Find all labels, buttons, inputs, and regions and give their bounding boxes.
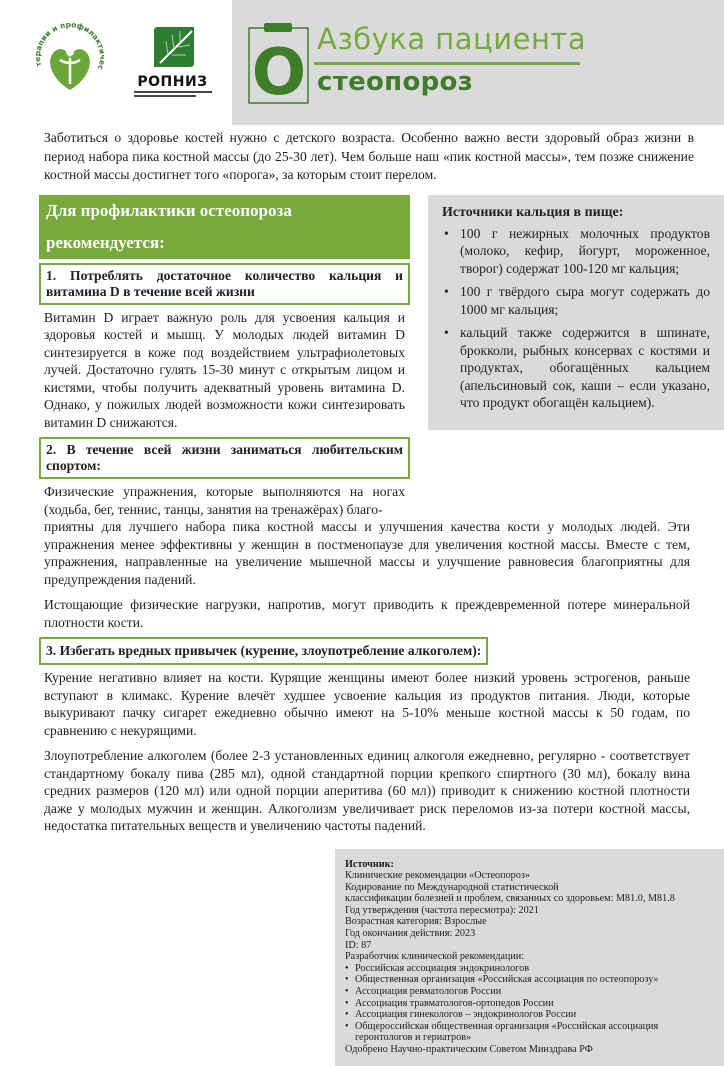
source-line: Возрастная категория: Взрослые (345, 916, 487, 928)
recommend-heading: Для профилактики остеопороза рекомендуется: (39, 195, 410, 259)
source-line: Год утверждения (частота пересмотра): 2021 (345, 904, 539, 916)
developer-name: Ассоциация гинекологов – эндокринологов России (355, 1009, 577, 1021)
leaf-icon (150, 25, 198, 69)
developer-item (345, 974, 717, 986)
header-logos (0, 0, 232, 125)
source-line: ID: 87 (345, 939, 372, 951)
ropniz-name: РОПНИЗ (137, 74, 208, 90)
intro-paragraph: Заботиться о здоровье костей нужно с детского возраста. Особенно важно вести здоровый образ жизни в период набора пика костной массы (до 25-30 лет). Чем больше наш «пик костной массы», тем позже снижение костной массы достигнет того «порога», за которым стоит перелом. (44, 130, 694, 182)
section-1-title: 1. Потреблять достаточное количество кальция и витамина D в течение всей жизни (39, 263, 410, 305)
section-2-title: 2. В течение всей жизни заниматься любительским спортом: (39, 437, 410, 479)
clipboard-icon (248, 22, 310, 104)
bullet-icon: • (345, 997, 349, 1009)
bullet-icon: • (345, 1020, 349, 1032)
calcium-item (442, 324, 710, 412)
calcium-item-text: кальций также содержится в шпинате, брокколи, рыбных консервах с костями и продуктах, обогащённых кальцием (апельсиновый сок, каши – если указано, что продукт обогащён кальцием). (460, 325, 710, 410)
source-line: Кодирование по Международной статистической (345, 881, 559, 893)
bullet-icon: • (345, 962, 349, 974)
ropniz-logo (130, 25, 215, 105)
banner-letter: О (251, 36, 307, 104)
developer-item (345, 963, 717, 975)
source-approved: Одобрено Научно-практическим Советом Минздрава РФ (345, 1044, 593, 1055)
bullet-icon: • (345, 986, 349, 998)
developer-name: Ассоциация ревматологов России (355, 986, 502, 998)
section-2-text-narrow: Физические упражнения, которые выполняются на ногах (ходьба, бег, теннис, танцы, занятия на тренажёрах) благо- (44, 484, 405, 517)
developer-item (345, 1021, 717, 1044)
banner-divider (314, 62, 580, 65)
developer-item (345, 1009, 717, 1021)
two-column-block (0, 195, 724, 519)
bullet-icon: • (444, 325, 449, 340)
section-3-text-extra: Злоупотребление алкоголем (более 2-3 установленных единиц алкоголя ежедневно, регулярно - соответствует стандартному бокалу пива (285 мл), одной стандартной порции крепкого спиртного (30 мл), бокалу вина средних размеров (120 мл) или одной порции аперитива (60 мл)) приводит к снижению костной плотности даже у молодых мужчин и женщин. Алкоголизм увеличивает риск переломов из-за потери костной массы, недостатка питательных веществ и увеличению частоты падений. (44, 748, 690, 833)
calcium-item (442, 225, 710, 278)
banner-title: Азбука пациента (317, 22, 587, 56)
bullet-icon: • (345, 1009, 349, 1021)
bullet-icon: • (444, 225, 449, 241)
developer-name: Ассоциация травматологов-ортопедов России (355, 997, 554, 1009)
source-line: классификации болезней и проблем, связанных со здоровьем: M81.0, M81.8 (345, 893, 675, 905)
developer-name: Российская ассоциация эндокринологов (355, 962, 530, 974)
calcium-title: Источники кальция в пище: (442, 204, 624, 220)
section-3-text: Курение негативно влияет на кости. Курящие женщины имеют более низкий уровень эстрогенов, раньше вступают в климакс. Курение влечёт худшее усвоение кальция из продуктов питания. Люди, которые выкуривают пачку сигарет ежедневно обычно имеют на 5-10% меньше костной массы к 50 годам, по сравнению с некурящими. (44, 670, 690, 738)
calcium-sources-box (428, 195, 724, 430)
calcium-item-text: 100 г нежирных молочных продуктов (молоко, кефир, йогурт, мороженное, творог) содержат 100-120 мг кальция; (460, 225, 710, 276)
calcium-item (442, 283, 710, 318)
developer-item (345, 986, 717, 998)
full-width-block (44, 518, 690, 631)
section-3-block (44, 669, 690, 835)
calcium-list (442, 225, 710, 412)
bullet-icon: • (444, 284, 449, 299)
header-banner (232, 0, 724, 125)
section-3-title: 3. Избегать вредных привычек (курение, злоупотребление алкоголем): (39, 637, 488, 665)
developer-name: Общественная организация «Российская ассоциация по остеопорозу» (355, 974, 659, 986)
banner-subtitle: стеопороз (317, 67, 474, 97)
source-box (335, 849, 724, 1066)
ropniz-subtitle (134, 91, 212, 99)
nmic-logo (30, 20, 110, 105)
source-line: Разработчик клинической рекомендации: (345, 951, 525, 963)
source-line: Клинические рекомендации «Остеопороз» (345, 870, 530, 882)
section-2-text-extra: Истощающие физические нагрузки, напротив, могут приводить к преждевременной потере минеральной плотности кости. (44, 597, 690, 630)
developer-name: Общероссийская общественная организация «Российская ассоциация геронтологов и гериатров» (355, 1020, 659, 1044)
bullet-icon: • (345, 974, 349, 986)
section-2-text-wide: приятны для лучшего набора пика костной массы и улучшения качества кости у молодых людей. Эти упражнения менее эффективны у женщин в постменопаузе для увеличения костной массы. Вместе с тем, упражнения, направленные на увеличение мышечной массы и улучшение равновесия благоприятны для предупреждения падений. (44, 519, 690, 587)
nmic-logo-text: терапии и профилактичес (32, 20, 108, 72)
source-line: Год окончания действия: 2023 (345, 928, 476, 940)
developer-item (345, 998, 717, 1010)
developers-list (345, 963, 717, 1044)
page-content (0, 129, 724, 1066)
source-title: Источник: (345, 858, 394, 870)
section-1-text: Витамин D играет важную роль для усвоения кальция и здоровья костей и мышц. У молодых людей витамин D синтезируется в коже под воздействием ультрафиолетовых лучей. Достаточно гулять 15-30 минут с открытым лицом и кистями, чтобы получить адекватный уровень витамина D. Однако, у пожилых людей возможности кожи синтезировать витамин D снижаются. (44, 309, 405, 430)
calcium-item-text: 100 г твёрдого сыра могут содержать до 1000 мг кальция; (460, 284, 710, 317)
source-wrap (0, 849, 724, 1066)
